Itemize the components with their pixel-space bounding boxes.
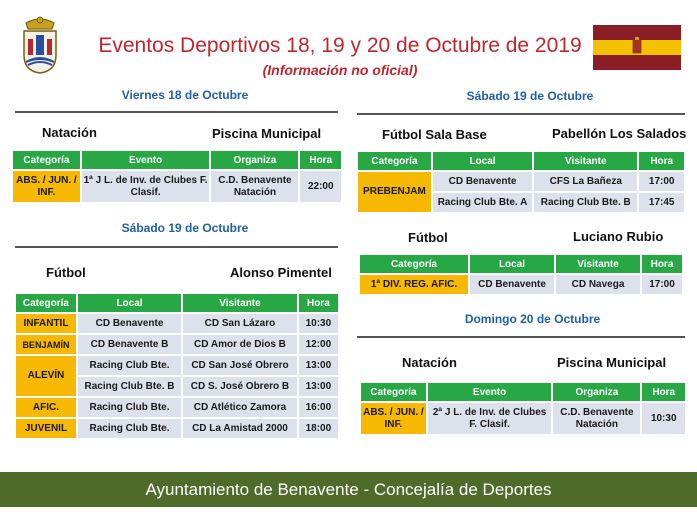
natacion-viernes-table — [11, 149, 343, 204]
table-row — [361, 403, 685, 434]
local-cell: Racing Club Bte. A — [433, 193, 532, 212]
col-header: Evento — [82, 151, 210, 169]
category-cell: INFANTIL — [16, 314, 76, 333]
venue-label: Pabellón Los Salados — [552, 126, 687, 141]
col-header: Categoría — [361, 383, 426, 401]
category-cell: ABS. / JUN. / INF. — [361, 403, 426, 434]
table-row — [16, 356, 338, 375]
col-header: Visitante — [183, 294, 297, 312]
table-header-row — [13, 151, 341, 169]
time-cell: 10:30 — [299, 314, 338, 333]
category-cell: JUVENIL — [16, 419, 76, 438]
venue-label: Luciano Rubio — [573, 229, 664, 244]
event-cell: 2ª J L. de Inv. de Clubes F. Clasif. — [428, 403, 552, 434]
col-header: Hora — [642, 383, 685, 401]
time-cell: 18:00 — [299, 419, 338, 438]
day-heading-sabado: Sábado 19 de Octubre — [466, 89, 594, 103]
table-row — [16, 398, 338, 417]
venue-label: Piscina Municipal — [557, 355, 667, 370]
col-header: Categoría — [13, 151, 80, 169]
table-header-row — [360, 255, 682, 273]
category-cell: AFIC. — [16, 398, 76, 417]
table-header-row — [16, 294, 338, 312]
col-header: Categoría — [358, 152, 431, 170]
time-cell: 12:00 — [299, 335, 338, 354]
col-header: Hora — [300, 151, 341, 169]
col-header: Hora — [639, 152, 684, 170]
futbol-sala-table — [356, 150, 686, 214]
visitor-cell: CD Navega — [556, 275, 640, 294]
visitor-cell: CD San Lázaro — [183, 314, 297, 333]
local-cell: Racing Club Bte. — [78, 398, 181, 417]
col-header: Local — [78, 294, 181, 312]
local-cell: CD Benavente B — [78, 335, 181, 354]
sport-label: Natación — [42, 125, 97, 140]
visitor-cell: Racing Club Bte. B — [534, 193, 637, 212]
col-header: Local — [433, 152, 532, 170]
local-cell: CD Benavente — [78, 314, 181, 333]
col-header: Evento — [428, 383, 552, 401]
event-cell: 1ª J L. de Inv. de Clubes F. Clasif. — [82, 171, 210, 202]
divider — [357, 113, 685, 115]
time-cell: 17:45 — [639, 193, 684, 212]
time-cell: 13:00 — [299, 377, 338, 396]
organizer-cell: C.D. Benavente Natación — [211, 171, 298, 202]
category-cell: ALEVÍN — [16, 356, 76, 396]
time-cell: 16:00 — [299, 398, 338, 417]
page-title: Eventos Deportivos 18, 19 y 20 de Octubre de 2019 — [98, 34, 582, 57]
visitor-cell: CFS La Bañeza — [534, 172, 637, 191]
footer-banner: Ayuntamiento de Benavente - Concejalía de Deportes — [0, 472, 697, 507]
local-cell: Racing Club Bte. — [78, 356, 181, 375]
table-header-row — [361, 383, 685, 401]
futbol-rubio-table — [358, 253, 684, 296]
time-cell: 17:00 — [642, 275, 682, 294]
local-cell: CD Benavente — [433, 172, 532, 191]
col-header: Visitante — [556, 255, 640, 273]
col-header: Categoría — [16, 294, 76, 312]
category-cell: ABS. / JUN. / INF. — [13, 171, 80, 202]
divider — [15, 246, 338, 248]
table-row — [360, 275, 682, 294]
col-header: Visitante — [534, 152, 637, 170]
time-cell: 10:30 — [642, 403, 685, 434]
local-cell: CD Benavente — [470, 275, 554, 294]
col-header: Categoría — [360, 255, 468, 273]
category-cell: 1ª DIV. REG. AFIC. — [360, 275, 468, 294]
venue-label: Alonso Pimentel — [230, 265, 332, 280]
futbol-sabado-table — [14, 292, 340, 440]
category-cell: PREBENJAM — [358, 172, 431, 212]
table-row — [16, 335, 338, 354]
visitor-cell: CD S. José Obrero B — [183, 377, 297, 396]
day-heading-domingo: Domingo 20 de Octubre — [464, 312, 601, 326]
local-cell: Racing Club Bte. — [78, 419, 181, 438]
visitor-cell: CD La Amistad 2000 — [183, 419, 297, 438]
day-heading-viernes: Viernes 18 de Octubre — [121, 88, 249, 102]
col-header: Local — [470, 255, 554, 273]
col-header: Hora — [642, 255, 682, 273]
col-header: Organiza — [211, 151, 298, 169]
venue-label: Piscina Municipal — [212, 126, 322, 141]
col-header: Hora — [299, 294, 338, 312]
time-cell: 22:00 — [300, 171, 341, 202]
visitor-cell: CD Atlético Zamora — [183, 398, 297, 417]
organizer-cell: C.D. Benavente Natación — [553, 403, 640, 434]
table-row — [16, 314, 338, 333]
sport-label: Fútbol Sala Base — [382, 127, 487, 142]
category-cell: BENJAMÍN — [16, 335, 76, 354]
sport-label: Fútbol — [46, 265, 86, 280]
table-header-row — [358, 152, 684, 170]
page-subtitle: (Información no oficial) — [262, 62, 418, 78]
col-header: Organiza — [553, 383, 640, 401]
time-cell: 17:00 — [639, 172, 684, 191]
day-heading-sabado: Sábado 19 de Octubre — [121, 221, 249, 235]
table-row — [13, 171, 341, 202]
sport-label: Natación — [402, 355, 457, 370]
natacion-domingo-table — [359, 381, 687, 436]
local-cell: Racing Club Bte. B — [78, 377, 181, 396]
visitor-cell: CD San José Obrero — [183, 356, 297, 375]
time-cell: 13:00 — [299, 356, 338, 375]
divider — [357, 336, 685, 338]
municipal-crest-icon — [20, 15, 60, 75]
table-row — [16, 419, 338, 438]
visitor-cell: CD Amor de Dios B — [183, 335, 297, 354]
divider — [15, 111, 338, 113]
table-row — [358, 172, 684, 191]
sport-label: Fútbol — [408, 230, 448, 245]
